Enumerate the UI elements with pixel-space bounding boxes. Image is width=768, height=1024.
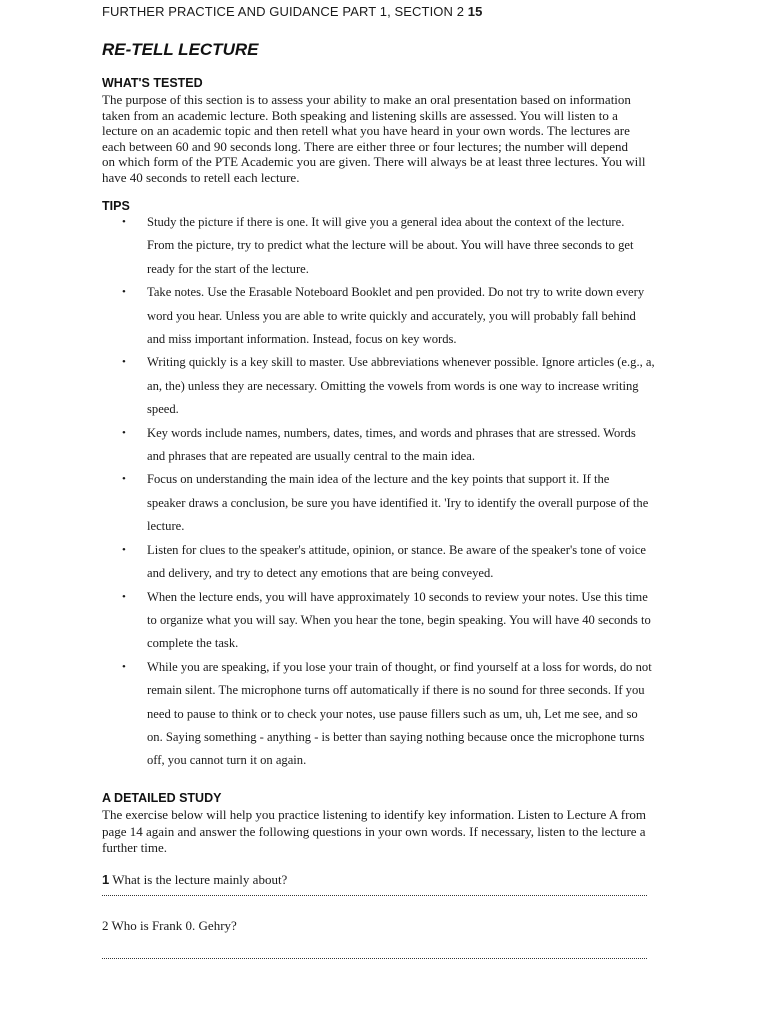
tip-item bbox=[102, 468, 702, 538]
bullet-icon: • bbox=[122, 356, 126, 369]
question-text: What is the lecture mainly about? bbox=[112, 872, 288, 887]
running-head bbox=[102, 4, 482, 19]
paragraph-line: each between 60 and 90 seconds long. There are either three or four lectures; the number will depend bbox=[102, 138, 629, 154]
tip-line: ready for the start of the lecture. bbox=[147, 261, 309, 276]
tip-item bbox=[102, 422, 702, 469]
tip-line: word you hear. Unless you are able to write quickly and accurately, you will probably fall behind bbox=[147, 308, 636, 323]
answer-line-1[interactable] bbox=[102, 893, 647, 896]
bullet-icon: • bbox=[122, 216, 126, 228]
running-head-text: FURTHER PRACTICE AND GUIDANCE PART 1, SECTION 2 bbox=[102, 4, 465, 19]
tip-item bbox=[102, 281, 702, 351]
whats-tested-heading: WHAT'S TESTED bbox=[102, 76, 203, 90]
tip-line: and phrases that are repeated are usually central to the main idea. bbox=[147, 449, 475, 464]
tip-line: complete the task. bbox=[147, 636, 239, 651]
tip-item bbox=[102, 351, 702, 421]
tip-line: to organize what you will say. When you hear the tone, begin speaking. You will have 40 seconds to bbox=[147, 612, 651, 627]
question-number: 2 bbox=[102, 918, 109, 933]
tip-item bbox=[102, 539, 702, 586]
tip-line: Listen for clues to the speaker's attitude, opinion, or stance. Be aware of the speaker's tone of voice bbox=[147, 542, 647, 557]
tip-line: speed. bbox=[147, 402, 179, 417]
bullet-icon: • bbox=[122, 543, 126, 556]
tip-line: on. Saying something - anything - is better than saying nothing because once the microphone turns bbox=[147, 729, 645, 744]
question-number: 1 bbox=[102, 872, 110, 887]
bullet-icon: • bbox=[122, 473, 126, 486]
paragraph-line: page 14 again and answer the following questions in your own words. If necessary, listen to the lecture a bbox=[102, 823, 646, 839]
paragraph-line: further time. bbox=[102, 840, 167, 855]
tip-line: Take notes. Use the Erasable Noteboard Booklet and pen provided. Do not try to write down every bbox=[147, 285, 645, 300]
paragraph-line: The purpose of this section is to assess your ability to make an oral presentation based on information bbox=[102, 92, 631, 107]
question-text: Who is Frank 0. Gehry? bbox=[111, 918, 237, 933]
bullet-icon: • bbox=[122, 590, 126, 603]
tip-item bbox=[102, 586, 702, 656]
tips-list bbox=[102, 211, 702, 773]
bullet-icon: • bbox=[122, 426, 126, 439]
page-title: RE-TELL LECTURE bbox=[102, 40, 259, 59]
tip-line: lecture. bbox=[147, 519, 185, 534]
paragraph-line: The exercise below will help you practice listening to identify key information. Listen to Lecture A from bbox=[102, 807, 647, 822]
bullet-icon: • bbox=[122, 660, 126, 673]
tip-item bbox=[102, 656, 702, 773]
question-1 bbox=[102, 872, 287, 888]
tips-heading: TIPS bbox=[102, 199, 130, 213]
paragraph-line: lecture on an academic topic and then retell what you have heard in your own words. The lectures are bbox=[102, 123, 630, 138]
answer-line-2[interactable] bbox=[102, 956, 647, 959]
paragraph-line: on which form of the PTE Academic you are given. There will always be at least three lectures. You will bbox=[102, 154, 646, 169]
tip-line: and delivery, and try to detect any emotions that are being conveyed. bbox=[147, 566, 494, 581]
paragraph-line: taken from an academic lecture. Both speaking and listening skills are assessed. You will listen to a bbox=[102, 107, 618, 123]
tip-line: Key words include names, numbers, dates, times, and words and phrases that are stressed. Words bbox=[147, 425, 636, 440]
tip-line: speaker draws a conclusion, be sure you have identified it. 'Iry to identify the overall purpose of the bbox=[147, 495, 649, 510]
bullet-icon: • bbox=[122, 286, 126, 299]
question-2 bbox=[102, 918, 237, 934]
paragraph-line: have 40 seconds to retell each lecture. bbox=[102, 169, 300, 185]
whats-tested-paragraph bbox=[102, 92, 672, 185]
detailed-study-heading: A DETAILED STUDY bbox=[102, 791, 222, 805]
tip-item bbox=[102, 211, 702, 281]
tip-line: remain silent. The microphone turns off automatically if there is no sound for three seconds. If you bbox=[147, 683, 645, 698]
tip-line: and miss important information. Instead, focus on key words. bbox=[147, 332, 457, 347]
tip-line: When the lecture ends, you will have approximately 10 seconds to review your notes. Use this time bbox=[147, 589, 648, 604]
tip-line: While you are speaking, if you lose your train of thought, or find yourself at a loss for words, do not bbox=[147, 659, 652, 674]
tip-line: From the picture, try to predict what the lecture will be about. You will have three seconds to get bbox=[147, 238, 634, 253]
page-number: 15 bbox=[467, 4, 483, 19]
tip-line: off, you cannot turn it on again. bbox=[147, 753, 307, 768]
tip-line: Study the picture if there is one. It will give you a general idea about the context of the lecture. bbox=[147, 215, 625, 229]
tip-line: need to pause to think or to check your notes, use pause fillers such as um, uh, Let me see, and so bbox=[147, 706, 638, 721]
tip-line: an, the) unless they are necessary. Omitting the vowels from words is one way to increase writing bbox=[147, 378, 639, 393]
detailed-study-paragraph bbox=[102, 807, 702, 857]
tip-line: Writing quickly is a key skill to master. Use abbreviations whenever possible. Ignore articles (e.g., a, bbox=[147, 355, 655, 370]
tip-line: Focus on understanding the main idea of the lecture and the key points that support it. If the bbox=[147, 472, 610, 487]
